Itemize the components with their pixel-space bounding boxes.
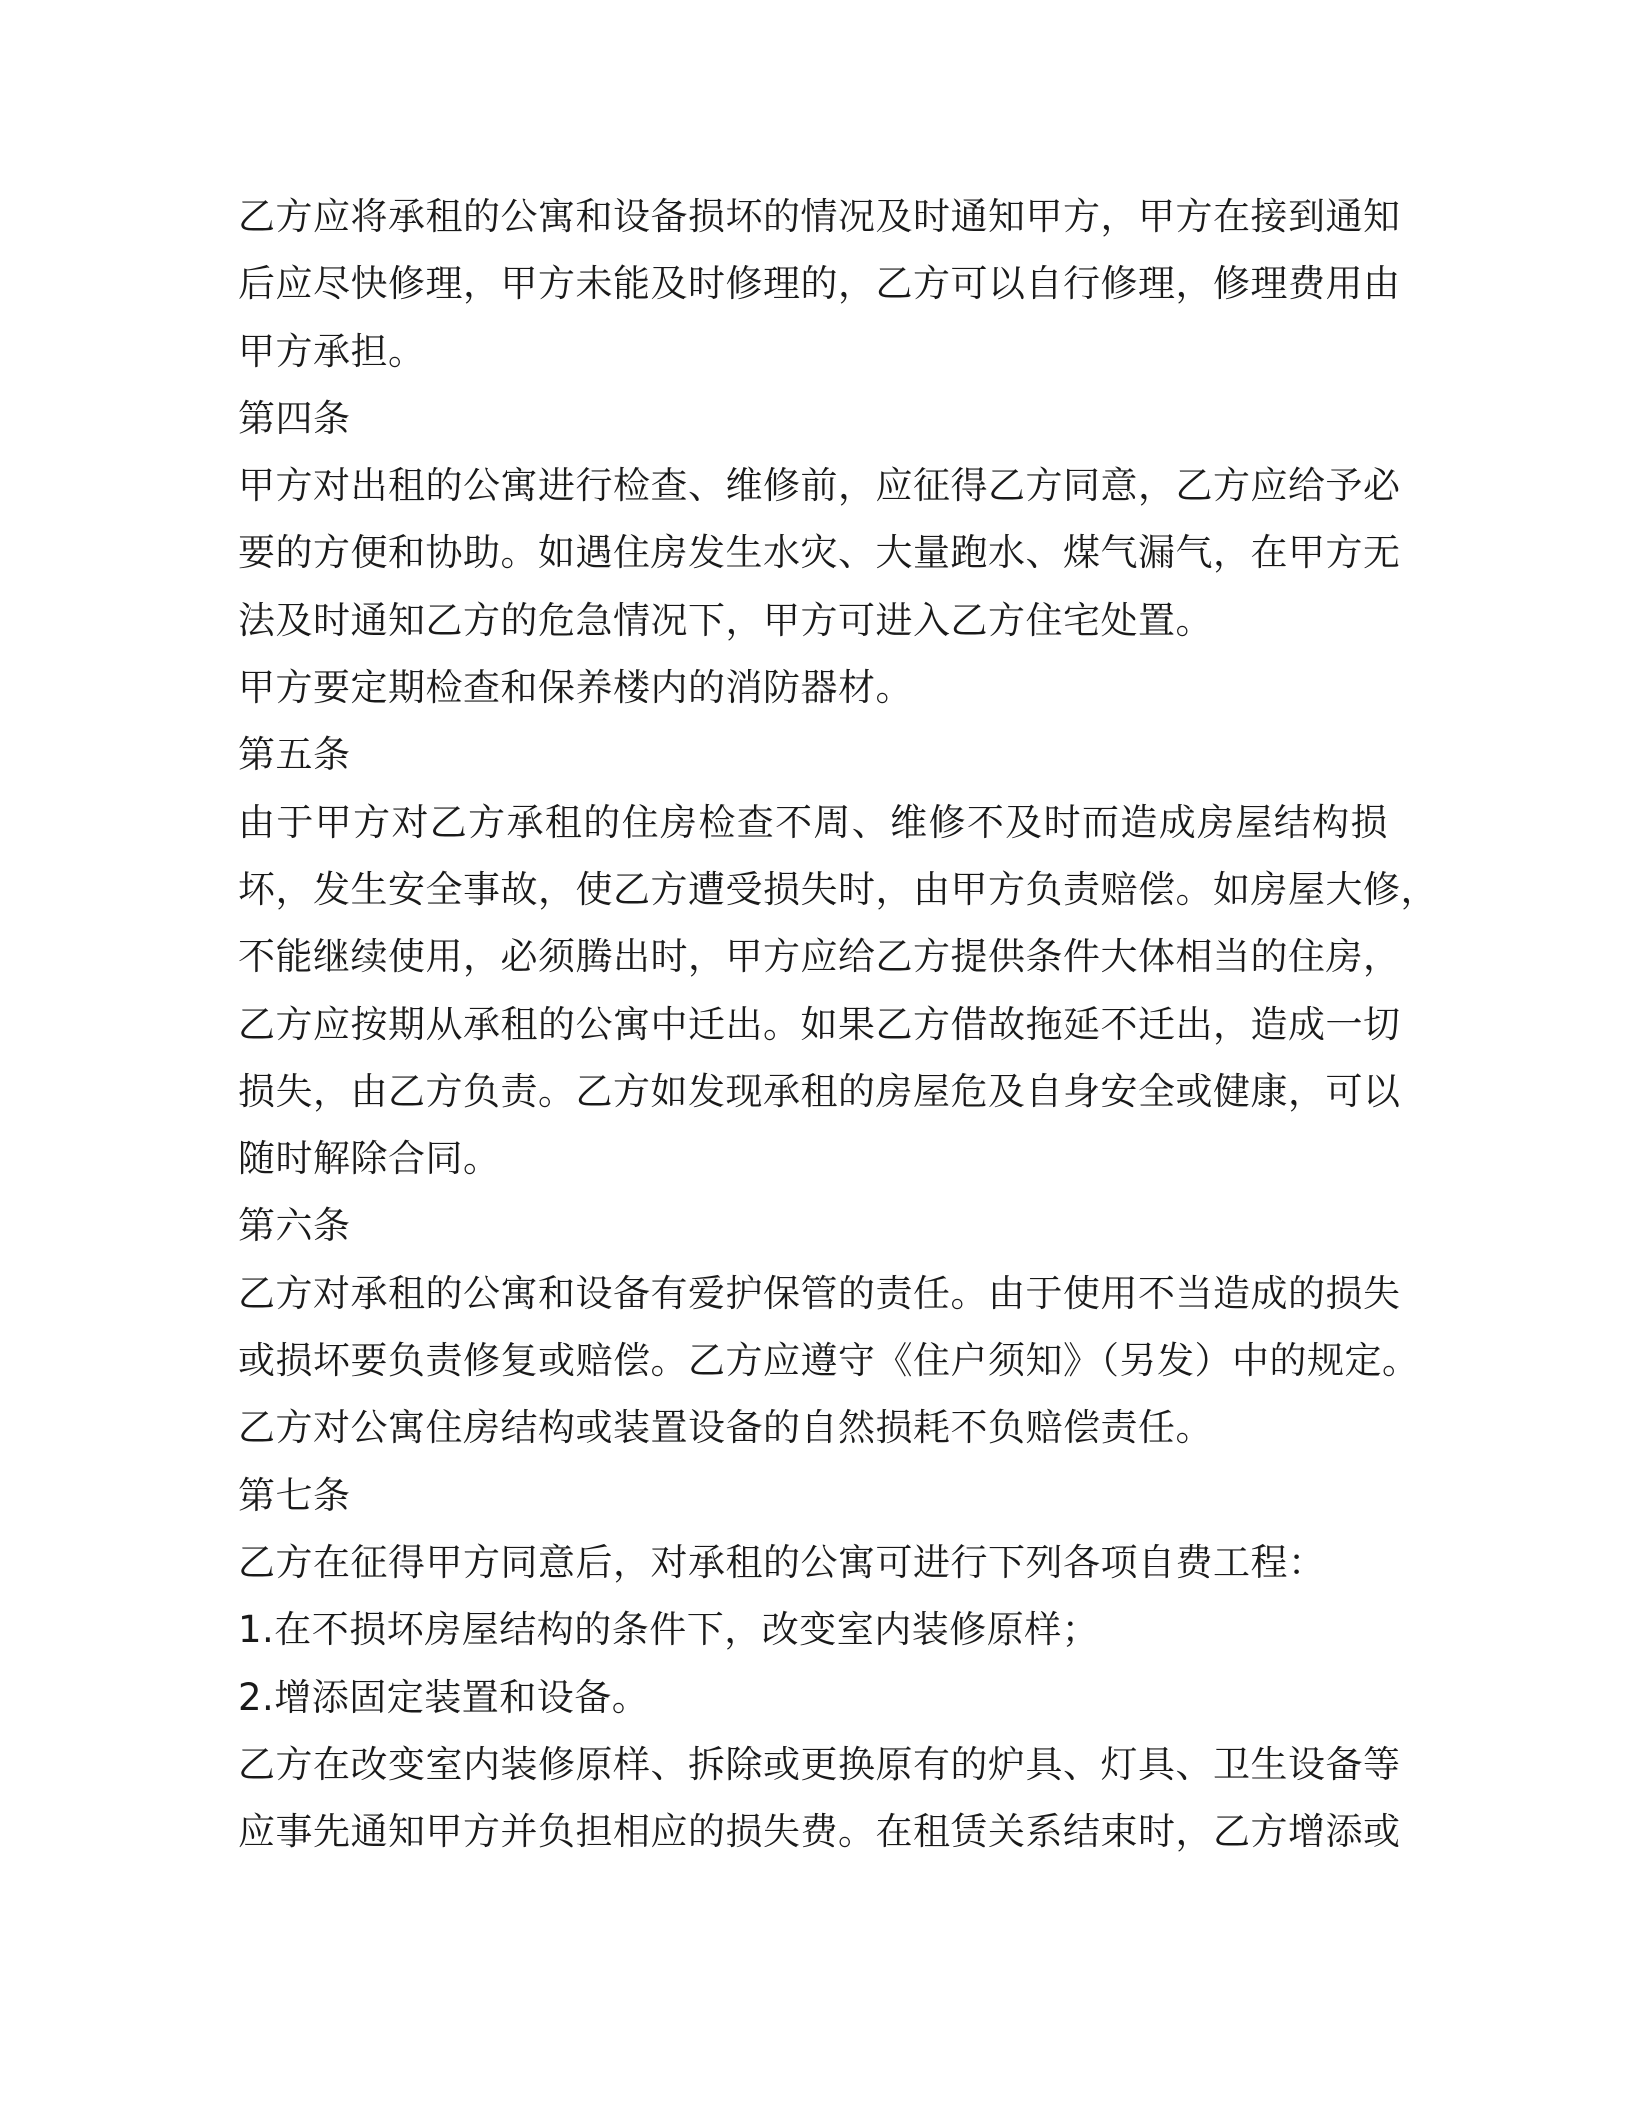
text-line: 随时解除合同。: [238, 1137, 501, 1181]
text-line: 乙方在改变室内装修原样、拆除或更换原有的炉具、灯具、卫生设备等: [238, 1742, 1401, 1786]
list-item: 1.在不损坏房屋结构的条件下，改变室内装修原样；: [238, 1608, 1100, 1652]
section-heading: 第四条: [238, 396, 351, 440]
text-line: 由于甲方对乙方承租的住房检查不周、维修不及时而造成房屋结构损: [238, 800, 1388, 844]
text-line: 损失，由乙方负责。乙方如发现承租的房屋危及自身安全或健康，可以: [238, 1069, 1401, 1113]
text-line: 要的方便和协助。如遇住房发生水灾、大量跑水、煤气漏气，在甲方无: [238, 531, 1401, 575]
text-line: 乙方对公寓住房结构或装置设备的自然损耗不负赔偿责任。: [238, 1406, 1213, 1450]
text-line: 或损坏要负责修复或赔偿。乙方应遵守《住户须知》（另发）中的规定。: [238, 1339, 1420, 1383]
text-line: 法及时通知乙方的危急情况下，甲方可进入乙方住宅处置。: [238, 598, 1213, 642]
section-heading: 第六条: [238, 1204, 351, 1248]
text-line: 甲方对出租的公寓进行检查、维修前，应征得乙方同意，乙方应给予必: [238, 464, 1401, 508]
text-line: 后应尽快修理，甲方未能及时修理的，乙方可以自行修理，修理费用由: [238, 262, 1401, 306]
text-line: 甲方承担。: [238, 329, 426, 373]
document-body: [238, 183, 1438, 1865]
text-line: 坏，发生安全事故，使乙方遭受损失时，由甲方负责赔偿。如房屋大修，: [238, 867, 1438, 911]
text-line: 乙方在征得甲方同意后，对承租的公寓可进行下列各项自费工程：: [238, 1540, 1326, 1584]
section-heading: 第五条: [238, 733, 351, 777]
text-line: 乙方对承租的公寓和设备有爱护保管的责任。由于使用不当造成的损失: [238, 1271, 1401, 1315]
text-line: 应事先通知甲方并负担相应的损失费。在租赁关系结束时，乙方增添或: [238, 1810, 1401, 1854]
text-line: 乙方应按期从承租的公寓中迁出。如果乙方借故拖延不迁出，造成一切: [238, 1002, 1401, 1046]
text-line: 不能继续使用，必须腾出时，甲方应给乙方提供条件大体相当的住房，: [238, 935, 1401, 979]
text-line: 乙方应将承租的公寓和设备损坏的情况及时通知甲方，甲方在接到通知: [238, 195, 1401, 238]
list-item: 2.增添固定装置和设备。: [238, 1675, 650, 1719]
section-heading: 第七条: [238, 1473, 351, 1517]
text-line: 甲方要定期检查和保养楼内的消防器材。: [238, 666, 913, 710]
